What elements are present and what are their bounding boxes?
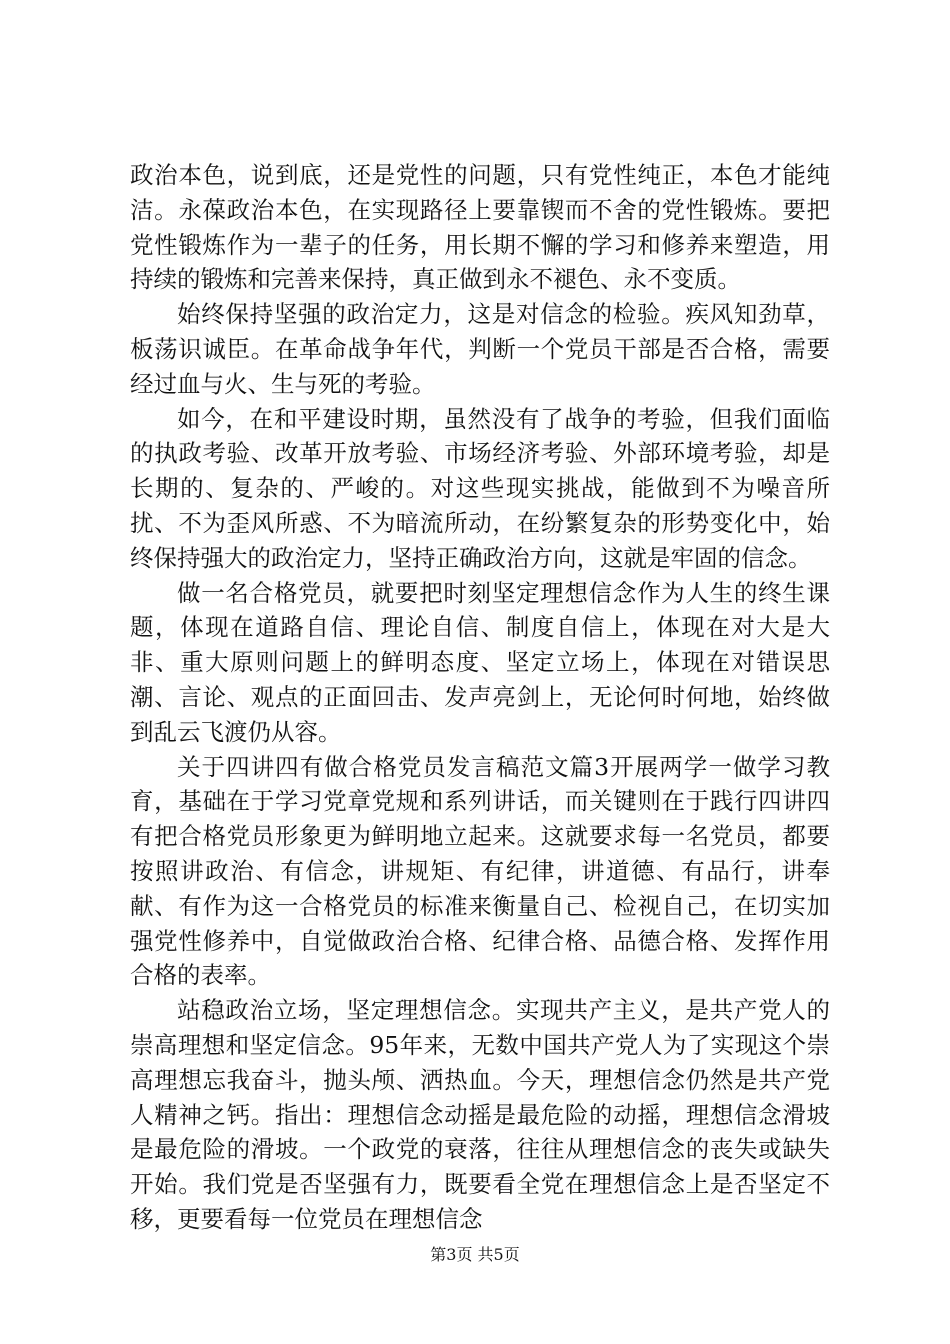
paragraph-6: 站稳政治立场，坚定理想信念。实现共产主义，是共产党人的崇高理想和坚定信念。95年来，无数中国共产党人为了实现这个崇高理想忘我奋斗，抛头颅、洒热血。今天，理想信念仍然是共产党人精神之钙。指出：理想信念动摇是最危险的动摇，理想信念滑坡是最危险的滑坡。一个政党的衰落，往往从理想信念的丧失或缺失开始。我们党是否坚强有力，既要看全党在理想信念上是否坚定不移，更要看每一位党员在理想信念 [130,996,830,1233]
paragraph-5: 关于四讲四有做合格党员发言稿范文篇3开展两学一做学习教育，基础在于学习党章党规和系列讲话，而关键则在于践行四讲四有把合格党员形象更为鲜明地立起来。这就要求每一名党员，都要按照讲政治、有信念，讲规矩、有纪律，讲道德、有品行，讲奉献、有作为这一合格党员的标准来衡量自己、检视自己，在切实加强党性修养中，自觉做政治合格、纪律合格、品德合格、发挥作用合格的表率。 [130,752,830,990]
paragraph-1: 政治本色，说到底，还是党性的问题，只有党性纯正，本色才能纯洁。永葆政治本色，在实现路径上要靠锲而不舍的党性锻炼。要把党性锻炼作为一辈子的任务，用长期不懈的学习和修养来塑造，用持续的锻炼和完善来保持，真正做到永不褪色、永不变质。 [130,161,830,294]
page-number-footer: 第3页 共5页 [430,1245,520,1264]
document-body [130,158,830,1237]
paragraph-4: 做一名合格党员，就要把时刻坚定理想信念作为人生的终生课题，体现在道路自信、理论自信、制度自信上，体现在对大是大非、重大原则问题上的鲜明态度、坚定立场上，体现在对错误思潮、言论、观点的正面回击、发声亮剑上，无论何时何地，始终做到乱云飞渡仍从容。 [130,578,830,746]
paragraph-3: 如今，在和平建设时期，虽然没有了战争的考验，但我们面临的执政考验、改革开放考验、市场经济考验、外部环境考验，却是长期的、复杂的、严峻的。对这些现实挑战，能做到不为噪音所扰、不为歪风所惑、不为暗流所动，在纷繁复杂的形势变化中，始终保持强大的政治定力，坚持正确政治方向，这就是牢固的信念。 [130,404,830,572]
paragraph-2: 始终保持坚强的政治定力，这是对信念的检验。疾风知劲草，板荡识诚臣。在革命战争年代，判断一个党员干部是否合格，需要经过血与火、生与死的考验。 [130,300,830,398]
